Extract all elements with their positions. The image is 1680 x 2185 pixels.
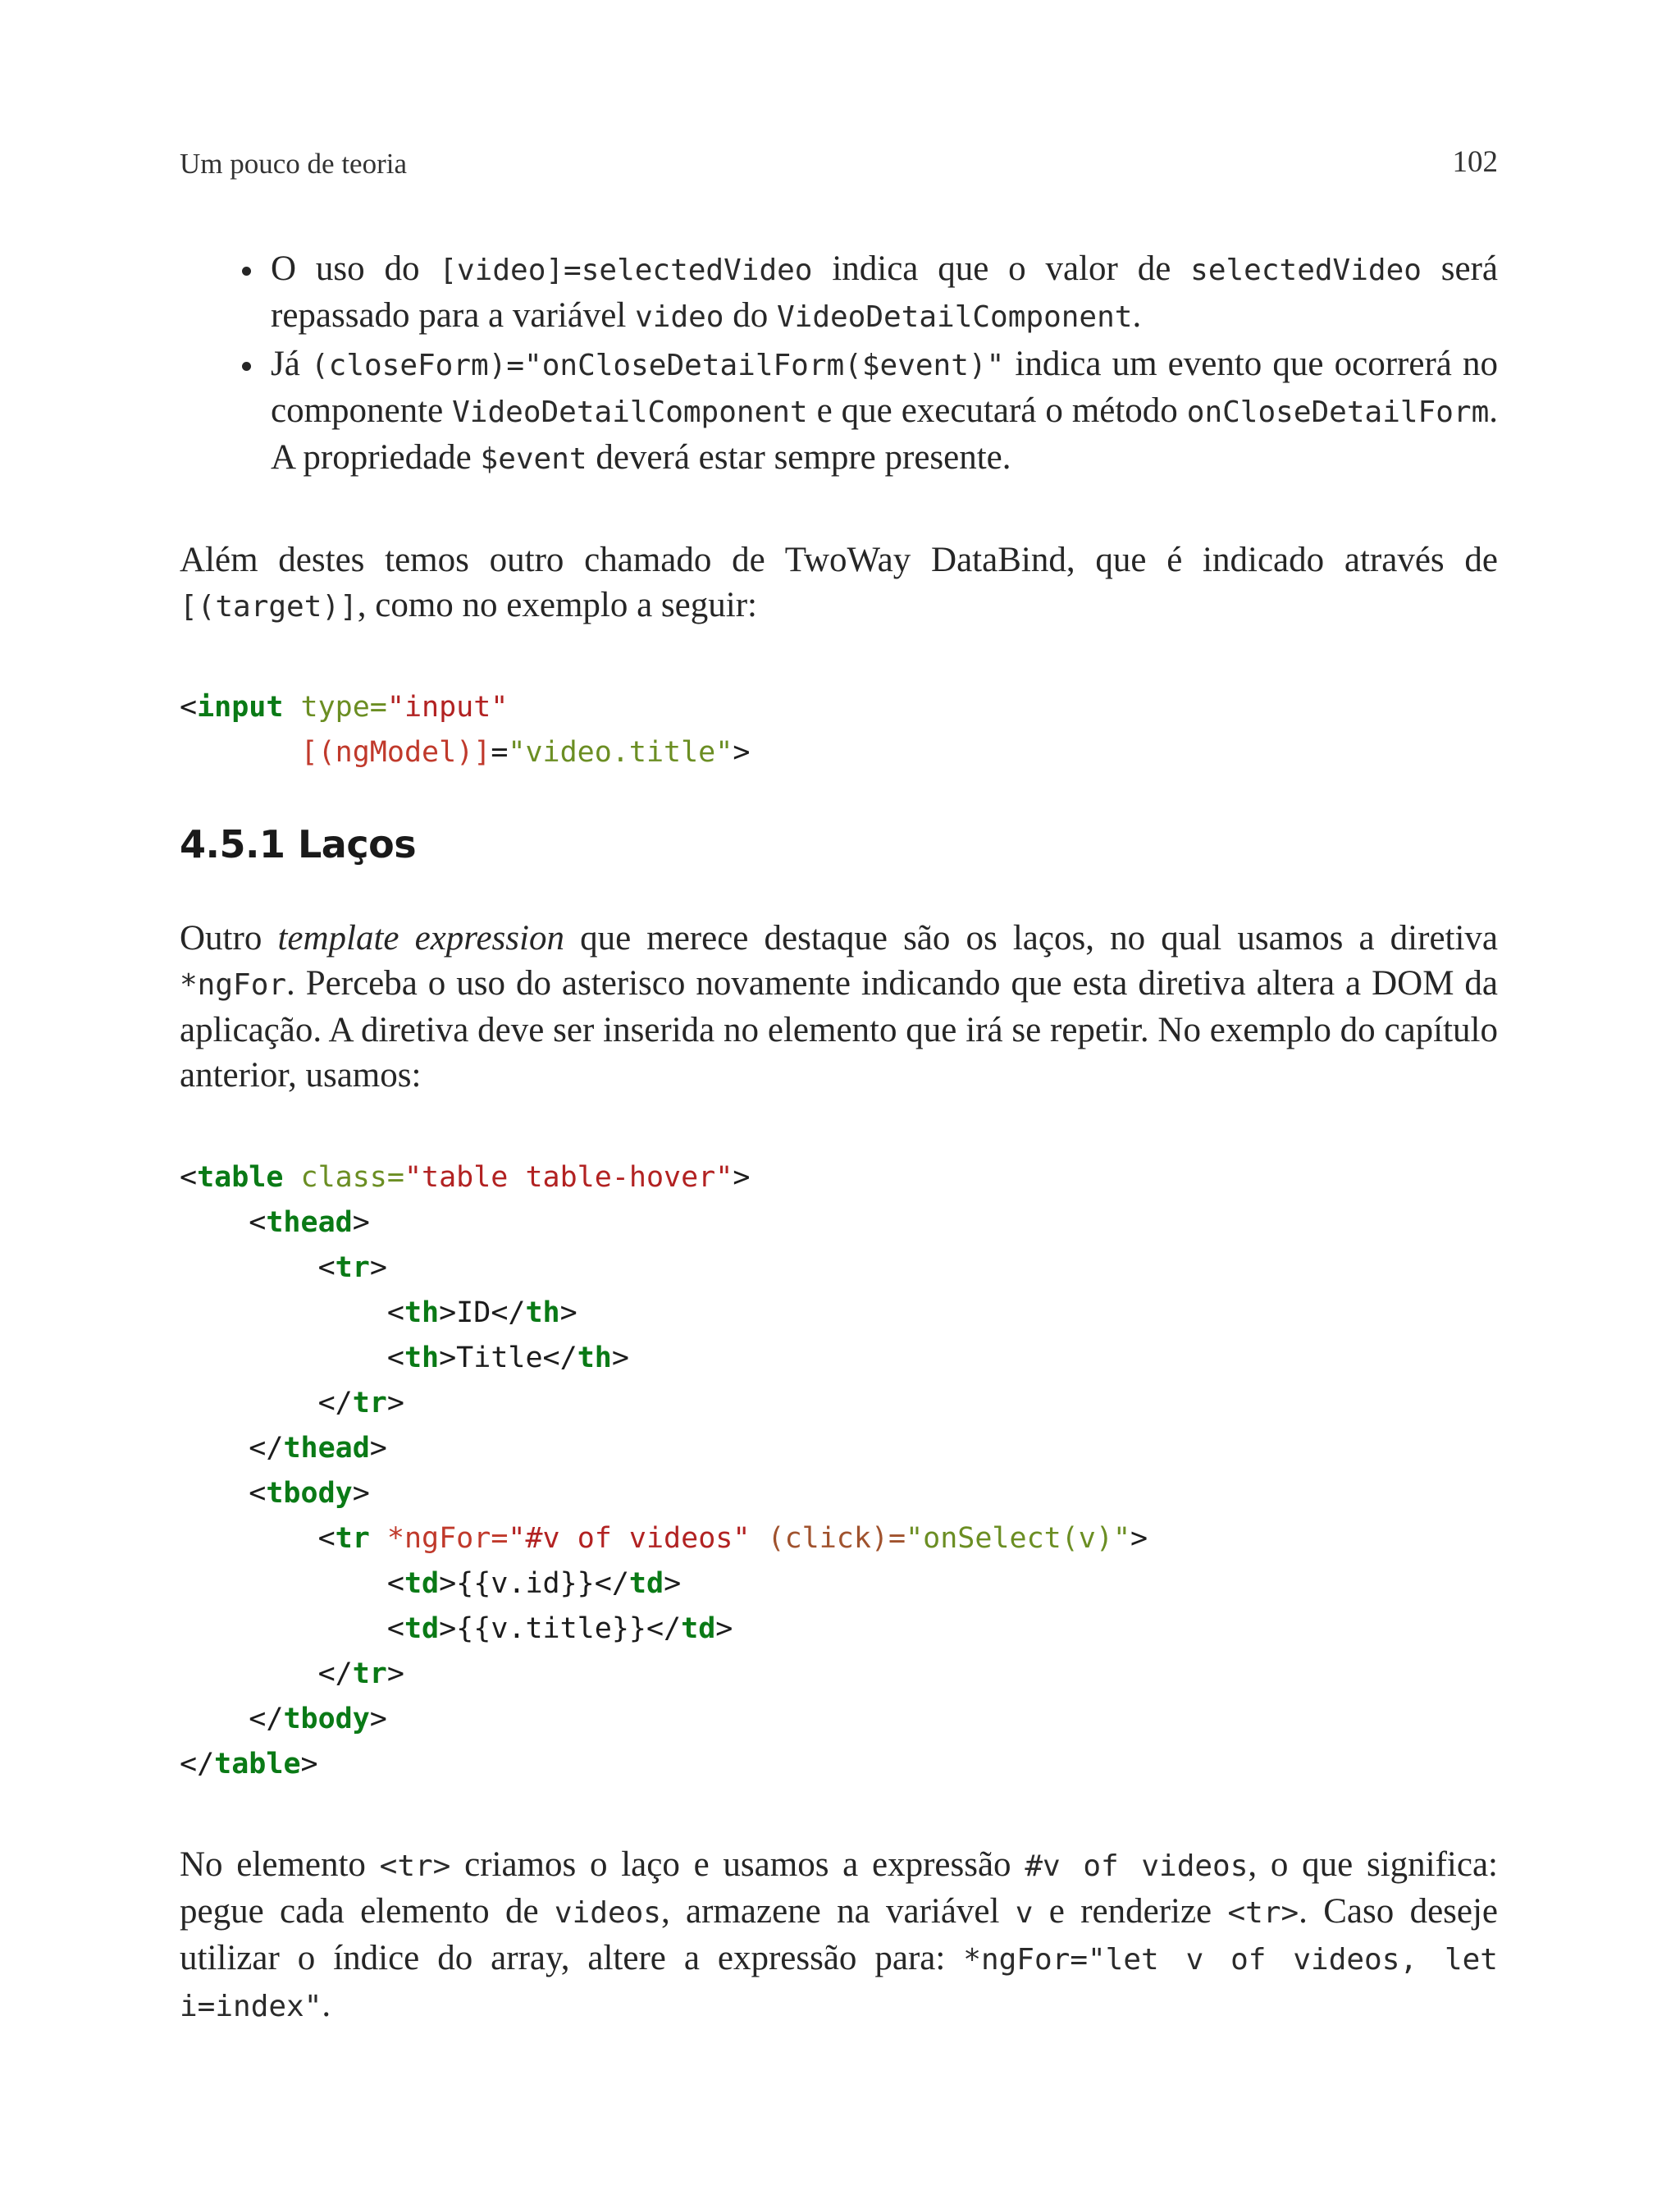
inline-code: #v of videos bbox=[1025, 1849, 1249, 1883]
text: . bbox=[322, 1986, 331, 2024]
inline-code: onCloseDetailForm bbox=[1186, 395, 1490, 429]
text: . Caso deseje utilizar o índice do array, altere a expressão para: bbox=[180, 1892, 1499, 1977]
emphasis: template expression bbox=[277, 919, 564, 958]
inline-code: [(target)] bbox=[180, 590, 358, 624]
inline-code: selectedVideo bbox=[1190, 254, 1422, 287]
code-block-input: <input type="input" [(ngModel)]="video.title"> bbox=[180, 691, 751, 769]
inline-code: [video]=selectedVideo bbox=[439, 254, 813, 287]
running-header-title: Um pouco de teoria bbox=[180, 148, 407, 180]
text: Além destes temos outro chamado de TwoWay DataBind, que é indicado através de bbox=[180, 541, 1498, 579]
inline-code: *ngFor="let v of videos, let i=index" bbox=[180, 1943, 1498, 2023]
running-header bbox=[180, 144, 1498, 185]
inline-code: <tr> bbox=[1227, 1896, 1299, 1930]
text: Já bbox=[271, 345, 311, 383]
text: Outro bbox=[180, 919, 278, 958]
inline-code: video bbox=[635, 300, 724, 334]
inline-code: VideoDetailComponent bbox=[776, 300, 1133, 334]
text: indica um evento que ocorrerá no componente bbox=[271, 345, 1498, 430]
section-heading: 4.5.1 Laços bbox=[180, 822, 417, 866]
paragraph-explanation bbox=[180, 1842, 1498, 2029]
code-block-table: <table class="table table-hover"> <thead> <tr> <th>ID</th> <th>Title</th> </tr> </thead> <tbody> <tr *ngFor="#v of videos" (click)="onSelect(v)"> <td>{{v.id}}</td> <td>{{v.title}}</td> </tr> </tbody> </table> bbox=[180, 1161, 1148, 1780]
text: No elemento bbox=[180, 1845, 380, 1884]
text: O uso do bbox=[271, 249, 440, 288]
bullet-list bbox=[180, 246, 1498, 483]
text: deverá estar sempre presente. bbox=[587, 438, 1011, 477]
text: que merece destaque são os laços, no qual usamos a diretiva bbox=[564, 919, 1499, 958]
inline-code: VideoDetailComponent bbox=[452, 395, 808, 429]
paragraph-twoway bbox=[180, 537, 1498, 629]
text: do bbox=[724, 296, 777, 335]
inline-code: *ngFor bbox=[180, 968, 287, 1002]
text: , armazene na variável bbox=[660, 1892, 1016, 1931]
bullet-item bbox=[180, 341, 1498, 482]
text: criamos o laço e usamos a expressão bbox=[450, 1845, 1025, 1884]
bullet-dot-icon bbox=[242, 267, 251, 276]
text: . Perceba o uso do asterisco novamente indicando que esta diretiva altera a DOM da aplicação. A diretiva deve ser inserida no elemento que irá se repetir. No exemplo do capítulo anterior, usamos: bbox=[180, 964, 1498, 1095]
bullet-dot-icon bbox=[242, 362, 251, 371]
inline-code: videos bbox=[554, 1896, 661, 1930]
text: indica que o valor de bbox=[812, 249, 1191, 288]
inline-code: <tr> bbox=[379, 1849, 451, 1883]
text: e renderize bbox=[1033, 1892, 1228, 1931]
inline-code: $event bbox=[480, 442, 587, 476]
text: . bbox=[1132, 296, 1142, 335]
inline-code: v bbox=[1015, 1896, 1034, 1930]
text: será repassado para a variável bbox=[271, 249, 1498, 335]
page-number: 102 bbox=[1452, 145, 1498, 179]
text: , como no exemplo a seguir: bbox=[357, 586, 757, 624]
bullet-item bbox=[180, 246, 1498, 340]
inline-code: (closeForm)="onCloseDetailForm($event)" bbox=[310, 349, 1005, 382]
paragraph-loops bbox=[180, 916, 1498, 1098]
text: e que executará o método bbox=[807, 391, 1187, 430]
text: . A propriedade bbox=[271, 391, 1498, 477]
text: , o que significa: pegue cada elemento de bbox=[180, 1845, 1498, 1931]
